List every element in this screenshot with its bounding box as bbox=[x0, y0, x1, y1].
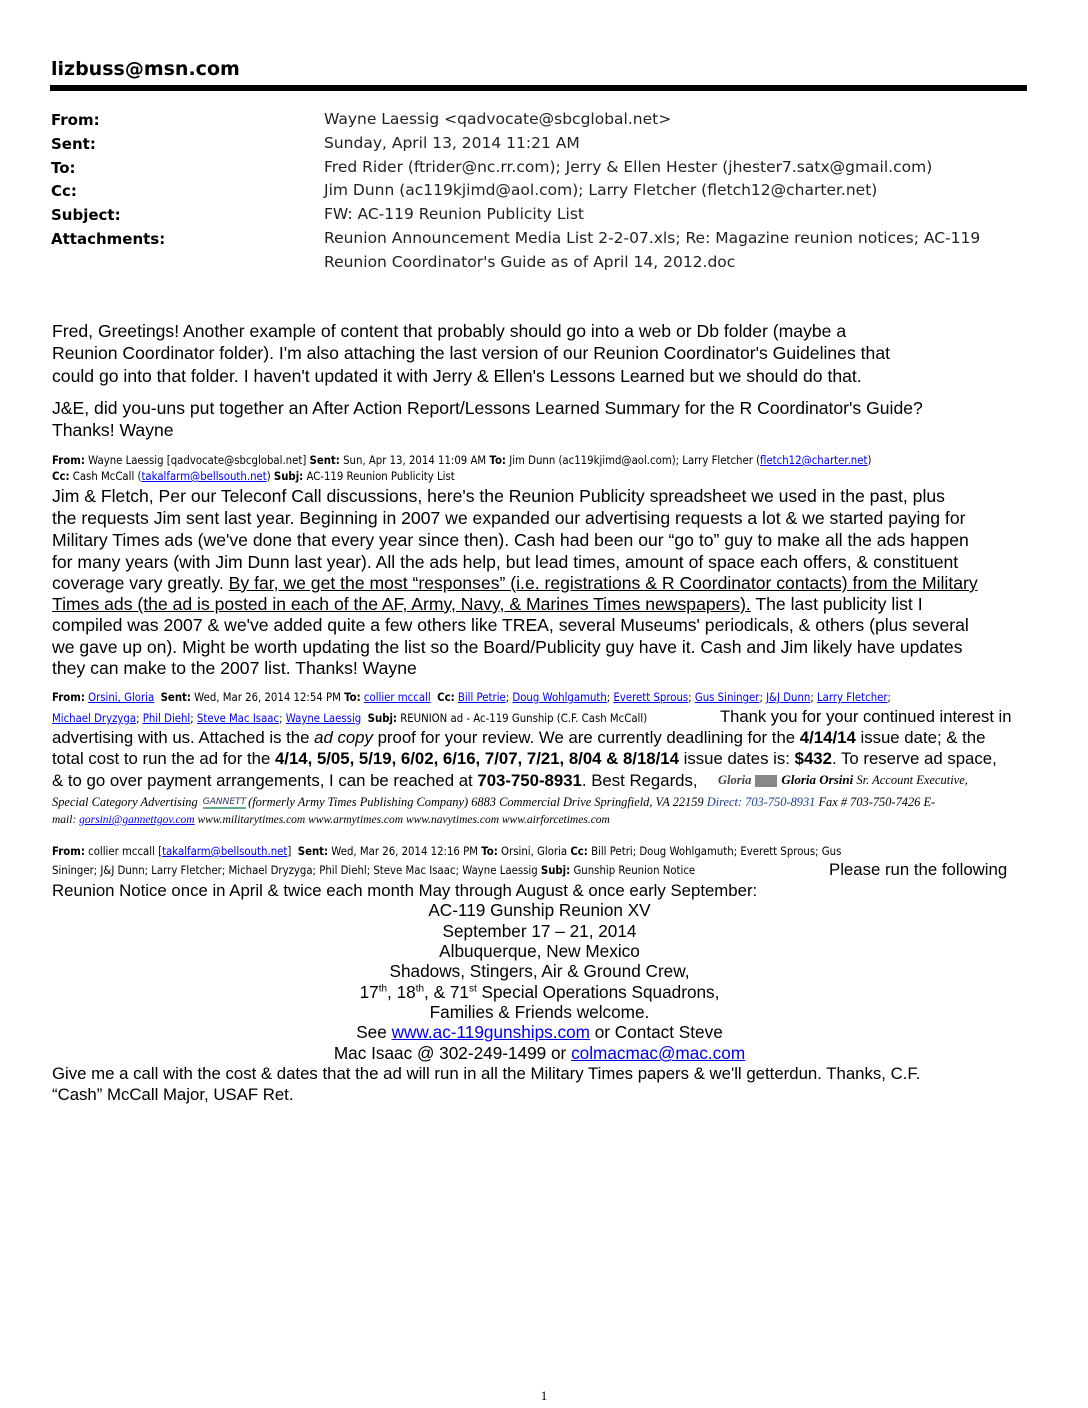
sig-sites: www.militarytimes.com www.armytimes.com www.navytimes.com www.airforcetimes.com bbox=[197, 814, 610, 826]
sq-suffix: th bbox=[415, 983, 425, 995]
fwd-subj-label: Subj: bbox=[367, 711, 397, 725]
fwd-cc-label: Cc: bbox=[52, 469, 70, 483]
fwd-from-label: From: bbox=[52, 690, 85, 704]
body-line: Give me a call with the cost & dates that the ad will run in all the Military Times papers & we'll getterdun. Thanks, C.F. bbox=[52, 1064, 921, 1083]
body-span: . Best Regards, bbox=[581, 771, 698, 790]
notice-line: Families & Friends welcome. bbox=[429, 1002, 650, 1022]
body-line: Thank you for your continued interest in bbox=[720, 707, 1012, 726]
body-line bbox=[52, 770, 772, 793]
sq-rest: Special Operations Squadrons, bbox=[476, 982, 720, 1002]
cc-link[interactable]: Larry Fletcher bbox=[816, 690, 888, 704]
fwd-subj: AC-119 Reunion Publicity List bbox=[306, 469, 455, 483]
notice-span: or Contact Steve bbox=[589, 1022, 723, 1042]
page-number: 1 bbox=[540, 1388, 548, 1403]
orsini-link[interactable]: Orsini, Gloria bbox=[88, 690, 155, 704]
cc-link[interactable]: Phil Diehl bbox=[142, 711, 191, 725]
subject-label: Subject: bbox=[51, 206, 121, 224]
body-bold: 703-750-8931 bbox=[477, 771, 582, 790]
sent-label: Sent: bbox=[51, 135, 96, 153]
account-email: lizbuss@msn.com bbox=[51, 58, 240, 80]
subject-value: FW: AC-119 Reunion Publicity List bbox=[324, 205, 584, 223]
notice-span: See bbox=[356, 1022, 392, 1042]
fwd-to: Orsini, Gloria bbox=[501, 844, 568, 858]
body-line: Thanks! Wayne bbox=[52, 420, 174, 440]
body-span: . To reserve ad space, bbox=[831, 749, 997, 768]
underlined-highlight: Times ads (the ad is posted in each of the AF, Army, Navy, & Marines Times newspapers). bbox=[52, 594, 751, 614]
body-span: & to go over payment arrangements, I can be reached at bbox=[52, 771, 478, 790]
body-bold: 4/14, 5/05, 5/19, 6/02, 6/16, 7/07, 7/21, 8/04 & 8/18/14 bbox=[274, 749, 679, 768]
fwd-sent: Sun, Apr 13, 2014 11:09 AM bbox=[343, 453, 487, 467]
cc-link[interactable]: Doug Wohlgamuth bbox=[512, 690, 607, 704]
fwd-cc: Cash McCall ( bbox=[72, 469, 142, 483]
fwd-from-label: From: bbox=[52, 844, 85, 858]
body-line: could go into that folder. I haven't updated it with Jerry & Ellen's Lessons Learned but we should do that. bbox=[52, 366, 862, 386]
cc-link[interactable]: Steve Mac Isaac bbox=[196, 711, 280, 725]
attachments-label: Attachments: bbox=[51, 230, 166, 248]
notice-line bbox=[52, 1022, 1027, 1043]
signature-block bbox=[718, 772, 968, 788]
from-label: From: bbox=[51, 111, 100, 129]
body-bold: $432 bbox=[794, 749, 832, 768]
fwd-cc-label: Cc: bbox=[570, 844, 588, 858]
forward-header-1 bbox=[52, 453, 871, 467]
notice-line: Albuquerque, New Mexico bbox=[439, 941, 640, 961]
body-line: the requests Jim sent last year. Beginning in 2007 we expanded our advertising requests a lot & we started paying for bbox=[52, 508, 966, 528]
notice-line bbox=[52, 1043, 1027, 1064]
fwd-subj: REUNION ad - Ac-119 Gunship (C.F. Cash McCall) bbox=[400, 711, 648, 725]
gannett-logo: GANNETT bbox=[202, 797, 247, 808]
body-span: issue date; & the bbox=[855, 728, 986, 747]
signature-title: Sr. Account Executive, bbox=[856, 773, 968, 787]
forward-header-1-cont bbox=[52, 469, 455, 483]
to-label: To: bbox=[51, 159, 76, 177]
body-span: total cost to run the ad for the bbox=[52, 749, 275, 768]
body-line: Jim & Fletch, Per our Teleconf Call discussions, here's the Reunion Publicity spreadsheet we used in the past, plus bbox=[52, 486, 945, 506]
body-line: we gave up on). Might be worth updating the list so the Board/Publicity guy have it. Cash and Jim likely have updates bbox=[52, 637, 963, 657]
fwd-to: Jim Dunn (ac119kjimd@aol.com); Larry Fletcher ( bbox=[509, 453, 761, 467]
signature-logo bbox=[755, 775, 777, 787]
takalfarm-email-link[interactable]: takalfarm@bellsouth.net bbox=[141, 469, 267, 483]
body-line: Fred, Greetings! Another example of content that probably should go into a web or Db folder (maybe a bbox=[52, 321, 847, 341]
cc-link[interactable]: J&J Dunn bbox=[766, 690, 811, 704]
body-line: “Cash” McCall Major, USAF Ret. bbox=[52, 1085, 294, 1104]
cc-link[interactable]: Michael Dryzyga bbox=[52, 711, 137, 725]
signature-script: Gloria bbox=[718, 773, 752, 787]
fwd-sent-label: Sent: bbox=[309, 453, 340, 467]
fwd-sent: Wed, Mar 26, 2014 12:54 PM bbox=[194, 690, 341, 704]
cc-label: Cc: bbox=[51, 182, 77, 200]
body-line: compiled was 2007 & we've added quite a few others like TREA, several Museums' periodicals, & others (plus several bbox=[52, 615, 969, 635]
forward-header-2-cont: Michael Dryzyga; Phil Diehl; Steve Mac Isaac; Wayne Laessig Subj: REUNION ad - Ac-119 Gunship (C.F. Cash McCall) bbox=[52, 711, 648, 725]
fwd-subj: Gunship Reunion Notice bbox=[573, 863, 696, 877]
fwd-from-end: ] bbox=[287, 844, 292, 858]
fwd-subj-label: Subj: bbox=[273, 469, 304, 483]
gorsini-email-link[interactable]: gorsini@gannettgov.com bbox=[79, 814, 195, 826]
body-span: coverage vary greatly. bbox=[52, 573, 229, 593]
cc-link[interactable]: Gus Sininger bbox=[694, 690, 760, 704]
body-line bbox=[52, 593, 1027, 616]
body-line: for many years (with Jim Dunn last year). All the ads help, but lead times, amount of space each offers, & constituent bbox=[52, 552, 959, 572]
notice-span: Mac Isaac @ 302-249-1499 or bbox=[333, 1043, 572, 1063]
body-line bbox=[52, 572, 1027, 595]
fwd-to-label: To: bbox=[489, 453, 506, 467]
sig-direct: Direct: 703-750-8931 bbox=[706, 795, 816, 809]
body-line bbox=[52, 748, 1027, 771]
fwd-to-label: To: bbox=[481, 844, 498, 858]
notice-line: September 17 – 21, 2014 bbox=[442, 921, 637, 941]
fwd-from: collier mccall [ bbox=[88, 844, 163, 858]
colmacmac-email-link[interactable]: colmacmac@mac.com bbox=[571, 1043, 746, 1063]
cc-value: Jim Dunn (ac119kjimd@aol.com); Larry Fletcher (fletch12@charter.net) bbox=[324, 181, 878, 199]
attachment-line-1[interactable]: Reunion Announcement Media List 2-2-07.xls; Re: Magazine reunion notices; AC-119 bbox=[324, 229, 981, 247]
fwd-cc: Bill Petri; Doug Wohlgamuth; Everett Sprous; Gus bbox=[591, 844, 842, 858]
fwd-from-label: From: bbox=[52, 453, 85, 467]
website-link[interactable]: www.ac-119gunships.com bbox=[391, 1022, 590, 1042]
notice-line bbox=[52, 982, 1027, 1003]
sq: 17 bbox=[359, 982, 379, 1002]
sq: , 18 bbox=[387, 982, 416, 1002]
body-span: The last publicity list I bbox=[750, 594, 923, 614]
sq-suffix: th bbox=[378, 983, 388, 995]
notice-line: AC-119 Gunship Reunion XV bbox=[428, 900, 651, 920]
forward-header-3-cont bbox=[52, 863, 695, 877]
signature-name: Gloria Orsini bbox=[781, 772, 854, 787]
sig-address: (formerly Army Times Publishing Company) 6883 Commercial Drive Springfield, VA 22159 bbox=[248, 795, 704, 809]
body-line: Reunion Notice once in April & twice each month May through August & once early September: bbox=[52, 881, 758, 900]
fwd-sent-label: Sent: bbox=[297, 844, 329, 858]
fwd-sent-label: Sent: bbox=[160, 690, 191, 704]
fwd-subj-label: Subj: bbox=[540, 863, 571, 877]
body-span: proof for your review. We are currently deadlining for the bbox=[372, 728, 800, 747]
body-bold: 4/14/14 bbox=[799, 728, 856, 747]
cc-link[interactable]: Wayne Laessig bbox=[285, 711, 362, 725]
sig-mail-label: mail: bbox=[52, 814, 80, 826]
cc-link[interactable]: Bill Petrie bbox=[457, 690, 506, 704]
sig-fax: Fax # 703-750-7426 E- bbox=[818, 795, 936, 809]
fwd-from: Wayne Laessig [qadvocate@sbcglobal.net] bbox=[88, 453, 307, 467]
fwd-cc-end: ) bbox=[266, 469, 271, 483]
body-emphasis: ad copy bbox=[314, 728, 373, 747]
takalfarm-email-link[interactable]: takalfarm@bellsouth.net bbox=[162, 844, 288, 858]
body-line: Please run the following bbox=[829, 860, 1008, 879]
body-line: Military Times ads (we've done that every year since then). Cash had been our “go to” guy to make all the ads happen bbox=[52, 530, 969, 550]
from-value: Wayne Laessig <qadvocate@sbcglobal.net> bbox=[324, 110, 672, 128]
signature-line-3 bbox=[52, 814, 610, 826]
fwd-cc-cont: Sininger; J&J Dunn; Larry Fletcher; Michael Dryzyga; Phil Diehl; Steve Mac Isaac; Wayne Laessig bbox=[52, 863, 538, 877]
to-value: Fred Rider (ftrider@nc.rr.com); Jerry & Ellen Hester (jhester7.satx@gmail.com) bbox=[324, 158, 933, 176]
cc-link[interactable]: Everett Sprous bbox=[613, 690, 689, 704]
fwd-to-end: ) bbox=[867, 453, 872, 467]
fletcher-email-link[interactable]: fletch12@charter.net bbox=[760, 453, 868, 467]
forward-header-2: From: Orsini, Gloria Sent: Wed, Mar 26, 2014 12:54 PM To: collier mccall Cc: Bill Petrie; Doug Wohlgamuth; Everett Sprous; Gus Sininger; J&J Dunn; Larry Fletcher; bbox=[52, 690, 891, 704]
sig-dept: Special Category Advertising bbox=[52, 795, 198, 809]
body-line bbox=[52, 727, 1027, 750]
fwd-to-label: To: bbox=[344, 690, 361, 704]
forward-header-3 bbox=[52, 844, 841, 858]
body-span: issue dates is: bbox=[678, 749, 795, 768]
body-line: they can make to the 2007 list. Thanks! Wayne bbox=[52, 658, 417, 678]
body-line: J&E, did you-uns put together an After Action Report/Lessons Learned Summary for the R Coordinator's Guide? bbox=[52, 398, 923, 418]
collier-link[interactable]: collier mccall bbox=[363, 690, 431, 704]
signature-line-2 bbox=[52, 795, 935, 810]
body-line: Reunion Coordinator folder). I'm also attaching the last version of our Reunion Coordinator's Guidelines that bbox=[52, 343, 890, 363]
sq-suffix: st bbox=[468, 983, 477, 995]
fwd-sent: Wed, Mar 26, 2014 12:16 PM bbox=[331, 844, 478, 858]
notice-line: Shadows, Stingers, Air & Ground Crew, bbox=[389, 961, 690, 981]
header-divider bbox=[50, 85, 1027, 91]
sent-value: Sunday, April 13, 2014 11:21 AM bbox=[324, 134, 580, 152]
body-span: advertising with us. Attached is the bbox=[52, 728, 315, 747]
underlined-highlight: By far, we get the most “responses” (i.e. registrations & R Coordinator contacts) from the Military bbox=[228, 573, 978, 593]
sq: , & 71 bbox=[424, 982, 469, 1002]
attachment-line-2[interactable]: Reunion Coordinator's Guide as of April 14, 2012.doc bbox=[324, 253, 736, 271]
fwd-cc-label: Cc: bbox=[437, 690, 455, 704]
